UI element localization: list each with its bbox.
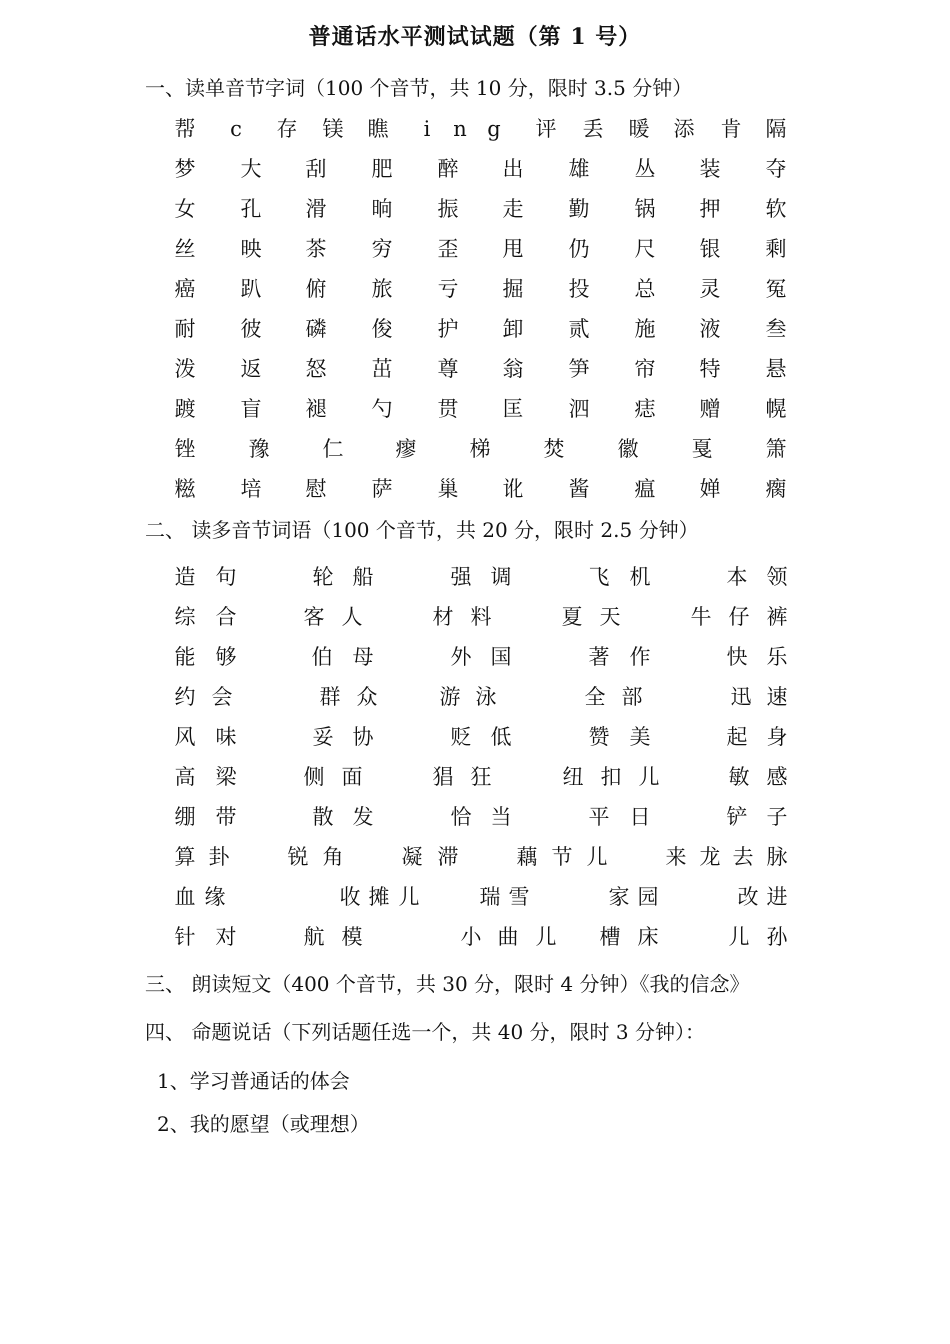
multi-syllable-row <box>0 882 950 912</box>
multi-syllable-char: 著 <box>588 645 610 669</box>
single-syllable-char: 醉 <box>437 157 459 181</box>
multi-syllable-char: 改 <box>737 885 759 909</box>
single-syllable-char: 泗 <box>568 397 590 421</box>
single-syllable-char: g <box>487 117 501 141</box>
multi-syllable-char: 低 <box>490 725 512 749</box>
single-syllable-row <box>0 274 950 304</box>
multi-syllable-char: 敏 <box>728 765 750 789</box>
multi-syllable-char: 儿 <box>398 885 420 909</box>
single-syllable-char: 刮 <box>305 157 327 181</box>
single-syllable-char: 施 <box>634 317 656 341</box>
single-syllable-char: 存 <box>276 117 298 141</box>
multi-syllable-char: 能 <box>174 645 196 669</box>
multi-syllable-char: 绷 <box>174 805 196 829</box>
single-syllable-char: 酱 <box>568 477 590 501</box>
single-syllable-char: 焚 <box>543 437 565 461</box>
single-syllable-char: 投 <box>568 277 590 301</box>
single-syllable-char: 勤 <box>568 197 590 221</box>
multi-syllable-char: 速 <box>766 685 788 709</box>
single-syllable-char: 趴 <box>240 277 262 301</box>
multi-syllable-char: 当 <box>490 805 512 829</box>
single-syllable-char: 耐 <box>174 317 196 341</box>
multi-syllable-char: 摊 <box>368 885 390 909</box>
multi-syllable-char: 本 <box>726 565 748 589</box>
multi-syllable-char: 贬 <box>450 725 472 749</box>
single-syllable-char: 怒 <box>305 357 327 381</box>
single-syllable-char: 出 <box>502 157 524 181</box>
single-syllable-char: 匡 <box>502 397 524 421</box>
single-syllable-row <box>0 194 950 224</box>
multi-syllable-row <box>0 642 950 672</box>
single-syllable-char: 冤 <box>765 277 787 301</box>
single-syllable-char: 茁 <box>371 357 393 381</box>
section4-heading: 四、 命题说话（下列话题任选一个，共 40 分，限时 3 分钟）： <box>145 1020 705 1044</box>
single-syllable-char: 叁 <box>765 317 787 341</box>
single-syllable-char: 踱 <box>174 397 196 421</box>
multi-syllable-char: 藕 <box>516 845 538 869</box>
single-syllable-char: 肥 <box>371 157 393 181</box>
multi-syllable-char: 雪 <box>508 885 530 909</box>
single-syllable-char: 亏 <box>437 277 459 301</box>
multi-syllable-char: 子 <box>766 805 788 829</box>
multi-syllable-char: 瑞 <box>479 885 501 909</box>
multi-syllable-char: 人 <box>341 605 363 629</box>
single-syllable-row <box>0 154 950 184</box>
multi-syllable-char: 客 <box>303 605 325 629</box>
multi-syllable-char: 起 <box>726 725 748 749</box>
single-syllable-char: c <box>230 117 242 141</box>
single-syllable-char: 讹 <box>502 477 524 501</box>
multi-syllable-char: 飞 <box>588 565 610 589</box>
single-syllable-row <box>0 394 950 424</box>
multi-syllable-char: 带 <box>215 805 237 829</box>
single-syllable-char: 仍 <box>568 237 590 261</box>
multi-syllable-char: 血 <box>174 885 196 909</box>
section1-heading: 一、读单音节字词（100 个音节，共 10 分，限时 3.5 分钟） <box>145 76 693 100</box>
multi-syllable-char: 模 <box>341 925 363 949</box>
multi-syllable-row <box>0 562 950 592</box>
single-syllable-char: 徽 <box>617 437 639 461</box>
multi-syllable-char: 感 <box>766 765 788 789</box>
single-syllable-char: 丝 <box>174 237 196 261</box>
multi-syllable-char: 美 <box>629 725 651 749</box>
single-syllable-char: 瘸 <box>765 477 787 501</box>
single-syllable-char: 癌 <box>174 277 196 301</box>
single-syllable-row <box>0 434 950 464</box>
single-syllable-char: 特 <box>699 357 721 381</box>
single-syllable-char: 女 <box>174 197 196 221</box>
multi-syllable-char: 儿 <box>535 925 557 949</box>
single-syllable-row <box>0 114 950 144</box>
multi-syllable-char: 国 <box>490 645 512 669</box>
multi-syllable-char: 角 <box>322 845 344 869</box>
multi-syllable-char: 轮 <box>312 565 334 589</box>
multi-syllable-row <box>0 682 950 712</box>
multi-syllable-row <box>0 922 950 952</box>
single-syllable-char: 瘳 <box>395 437 417 461</box>
single-syllable-char: 肯 <box>720 117 742 141</box>
multi-syllable-char: 妥 <box>312 725 334 749</box>
multi-syllable-char: 综 <box>174 605 196 629</box>
single-syllable-char: 护 <box>437 317 459 341</box>
single-syllable-char: 锅 <box>634 197 656 221</box>
single-syllable-char: 豫 <box>248 437 270 461</box>
section3-heading: 三、 朗读短文（400 个音节，共 30 分，限时 4 分钟）《我的信念》 <box>145 972 750 996</box>
single-syllable-char: 帮 <box>174 117 196 141</box>
single-syllable-char: 卸 <box>502 317 524 341</box>
single-syllable-char: 滑 <box>305 197 327 221</box>
single-syllable-char: 勺 <box>371 397 393 421</box>
multi-syllable-char: 儿 <box>728 925 750 949</box>
single-syllable-row <box>0 234 950 264</box>
single-syllable-char: 返 <box>240 357 262 381</box>
single-syllable-char: 梯 <box>469 437 491 461</box>
multi-syllable-char: 造 <box>174 565 196 589</box>
multi-syllable-char: 高 <box>174 765 196 789</box>
single-syllable-char: 培 <box>240 477 262 501</box>
topic-item-1: 1、学习普通话的体会 <box>157 1069 350 1093</box>
single-syllable-char: 歪 <box>437 237 459 261</box>
single-syllable-char: 孔 <box>240 197 262 221</box>
multi-syllable-char: 迅 <box>730 685 752 709</box>
single-syllable-row <box>0 314 950 344</box>
multi-syllable-char: 梁 <box>215 765 237 789</box>
multi-syllable-char: 天 <box>599 605 621 629</box>
single-syllable-char: 穷 <box>371 237 393 261</box>
single-syllable-char: 慰 <box>305 477 327 501</box>
single-syllable-char: 液 <box>699 317 721 341</box>
multi-syllable-char: 卦 <box>208 845 230 869</box>
multi-syllable-char: 猖 <box>432 765 454 789</box>
single-syllable-char: 俯 <box>305 277 327 301</box>
multi-syllable-char: 缘 <box>204 885 226 909</box>
multi-syllable-char: 风 <box>174 725 196 749</box>
single-syllable-char: 瘟 <box>634 477 656 501</box>
single-syllable-char: 糍 <box>174 477 196 501</box>
multi-syllable-char: 群 <box>319 685 341 709</box>
single-syllable-char: 夺 <box>765 157 787 181</box>
single-syllable-char: 走 <box>502 197 524 221</box>
multi-syllable-char: 合 <box>215 605 237 629</box>
page-title: 普通话水平测试试题（第 1 号） <box>308 24 642 50</box>
multi-syllable-char: 领 <box>766 565 788 589</box>
single-syllable-char: 掘 <box>502 277 524 301</box>
single-syllable-char: 俊 <box>371 317 393 341</box>
multi-syllable-row <box>0 722 950 752</box>
multi-syllable-char: 儿 <box>586 845 608 869</box>
multi-syllable-char: 扣 <box>600 765 622 789</box>
single-syllable-char: 尺 <box>634 237 656 261</box>
single-syllable-char: 戛 <box>691 437 713 461</box>
single-syllable-char: 晌 <box>371 197 393 221</box>
single-syllable-char: 添 <box>673 117 695 141</box>
multi-syllable-char: 泳 <box>475 685 497 709</box>
topic-item-2: 2、我的愿望（或理想） <box>157 1112 370 1136</box>
multi-syllable-char: 曲 <box>497 925 519 949</box>
single-syllable-char: 大 <box>240 157 262 181</box>
multi-syllable-char: 去 <box>732 845 754 869</box>
multi-syllable-char: 赞 <box>588 725 610 749</box>
multi-syllable-char: 全 <box>584 685 606 709</box>
multi-syllable-char: 船 <box>352 565 374 589</box>
single-syllable-char: 彼 <box>240 317 262 341</box>
single-syllable-char: n <box>453 117 467 141</box>
multi-syllable-char: 铲 <box>726 805 748 829</box>
multi-syllable-char: 快 <box>726 645 748 669</box>
single-syllable-char: 映 <box>240 237 262 261</box>
multi-syllable-char: 料 <box>470 605 492 629</box>
multi-syllable-row <box>0 802 950 832</box>
multi-syllable-char: 会 <box>211 685 233 709</box>
multi-syllable-char: 发 <box>352 805 374 829</box>
multi-syllable-char: 作 <box>629 645 651 669</box>
multi-syllable-char: 牛 <box>690 605 712 629</box>
single-syllable-char: 褪 <box>305 397 327 421</box>
multi-syllable-char: 机 <box>629 565 651 589</box>
multi-syllable-char: 龙 <box>699 845 721 869</box>
single-syllable-char: 泼 <box>174 357 196 381</box>
single-syllable-char: 贯 <box>437 397 459 421</box>
single-syllable-char: 甩 <box>502 237 524 261</box>
multi-syllable-char: 够 <box>215 645 237 669</box>
multi-syllable-char: 纽 <box>562 765 584 789</box>
single-syllable-char: i <box>423 117 431 141</box>
multi-syllable-char: 收 <box>339 885 361 909</box>
single-syllable-char: 剩 <box>765 237 787 261</box>
multi-syllable-char: 游 <box>439 685 461 709</box>
multi-syllable-char: 句 <box>215 565 237 589</box>
single-syllable-char: 贰 <box>568 317 590 341</box>
multi-syllable-char: 调 <box>490 565 512 589</box>
single-syllable-char: 箫 <box>765 437 787 461</box>
multi-syllable-char: 小 <box>460 925 482 949</box>
multi-syllable-char: 来 <box>665 845 687 869</box>
multi-syllable-char: 园 <box>637 885 659 909</box>
single-syllable-char: 镁 <box>322 117 344 141</box>
multi-syllable-char: 槽 <box>599 925 621 949</box>
single-syllable-char: 评 <box>535 117 557 141</box>
single-syllable-char: 锉 <box>174 437 196 461</box>
multi-syllable-char: 裤 <box>766 605 788 629</box>
multi-syllable-char: 滞 <box>437 845 459 869</box>
single-syllable-char: 梦 <box>174 157 196 181</box>
single-syllable-char: 幌 <box>765 397 787 421</box>
single-syllable-char: 尊 <box>437 357 459 381</box>
single-syllable-char: 银 <box>699 237 721 261</box>
single-syllable-row <box>0 474 950 504</box>
multi-syllable-char: 部 <box>621 685 643 709</box>
single-syllable-char: 茶 <box>305 237 327 261</box>
single-syllable-char: 雄 <box>568 157 590 181</box>
single-syllable-char: 软 <box>765 197 787 221</box>
section2-heading: 二、 读多音节词语（100 个音节，共 20 分，限时 2.5 分钟） <box>145 518 699 542</box>
single-syllable-char: 翁 <box>502 357 524 381</box>
multi-syllable-char: 散 <box>312 805 334 829</box>
multi-syllable-char: 脉 <box>766 845 788 869</box>
multi-syllable-char: 家 <box>608 885 630 909</box>
multi-syllable-char: 侧 <box>303 765 325 789</box>
single-syllable-char: 盲 <box>240 397 262 421</box>
single-syllable-char: 灵 <box>699 277 721 301</box>
multi-syllable-char: 日 <box>629 805 651 829</box>
single-syllable-char: 振 <box>437 197 459 221</box>
multi-syllable-char: 算 <box>174 845 196 869</box>
multi-syllable-char: 母 <box>352 645 374 669</box>
multi-syllable-char: 伯 <box>311 645 333 669</box>
single-syllable-char: 磷 <box>305 317 327 341</box>
multi-syllable-row <box>0 602 950 632</box>
single-syllable-char: 押 <box>699 197 721 221</box>
multi-syllable-char: 对 <box>215 925 237 949</box>
single-syllable-char: 赠 <box>699 397 721 421</box>
single-syllable-char: 仁 <box>322 437 344 461</box>
single-syllable-char: 巢 <box>437 477 459 501</box>
single-syllable-char: 总 <box>634 277 656 301</box>
single-syllable-char: 悬 <box>765 357 787 381</box>
multi-syllable-char: 凝 <box>401 845 423 869</box>
multi-syllable-char: 众 <box>356 685 378 709</box>
multi-syllable-char: 航 <box>303 925 325 949</box>
multi-syllable-char: 仔 <box>728 605 750 629</box>
single-syllable-char: 萨 <box>371 477 393 501</box>
multi-syllable-char: 强 <box>450 565 472 589</box>
multi-syllable-row <box>0 762 950 792</box>
single-syllable-char: 装 <box>699 157 721 181</box>
single-syllable-char: 笋 <box>568 357 590 381</box>
multi-syllable-char: 乐 <box>766 645 788 669</box>
multi-syllable-char: 外 <box>450 645 472 669</box>
single-syllable-char: 丛 <box>634 157 656 181</box>
single-syllable-char: 隔 <box>765 117 787 141</box>
multi-syllable-char: 孙 <box>766 925 788 949</box>
single-syllable-row <box>0 354 950 384</box>
multi-syllable-char: 夏 <box>561 605 583 629</box>
single-syllable-char: 旅 <box>371 277 393 301</box>
multi-syllable-char: 味 <box>215 725 237 749</box>
multi-syllable-char: 面 <box>341 765 363 789</box>
single-syllable-char: 婵 <box>699 477 721 501</box>
multi-syllable-char: 节 <box>551 845 573 869</box>
single-syllable-char: 痣 <box>634 397 656 421</box>
multi-syllable-char: 协 <box>352 725 374 749</box>
single-syllable-char: 丢 <box>582 117 604 141</box>
single-syllable-char: 瞧 <box>367 117 389 141</box>
single-syllable-char: 暖 <box>628 117 650 141</box>
multi-syllable-char: 材 <box>432 605 454 629</box>
multi-syllable-char: 身 <box>766 725 788 749</box>
single-syllable-char: 帘 <box>634 357 656 381</box>
multi-syllable-char: 约 <box>174 685 196 709</box>
multi-syllable-row <box>0 842 950 872</box>
multi-syllable-char: 床 <box>637 925 659 949</box>
multi-syllable-char: 针 <box>174 925 196 949</box>
multi-syllable-char: 狂 <box>470 765 492 789</box>
multi-syllable-char: 恰 <box>450 805 472 829</box>
multi-syllable-char: 锐 <box>287 845 309 869</box>
multi-syllable-char: 儿 <box>638 765 660 789</box>
multi-syllable-char: 平 <box>588 805 610 829</box>
multi-syllable-char: 进 <box>766 885 788 909</box>
